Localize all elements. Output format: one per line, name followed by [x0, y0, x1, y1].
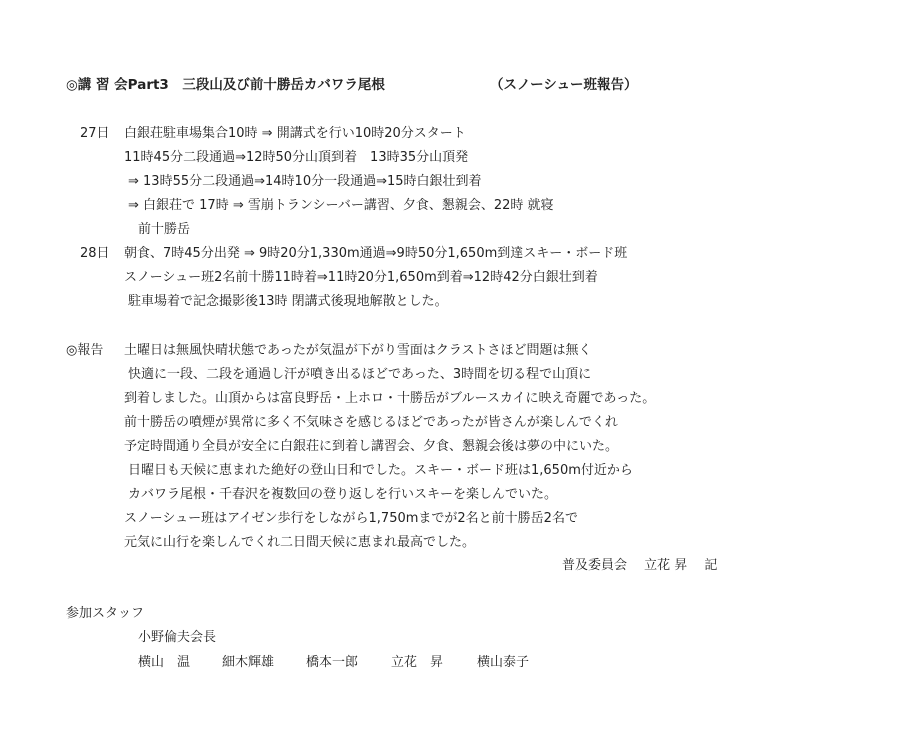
- report-signature: 普及委員会 立花 昇 記: [562, 558, 718, 573]
- staff-leader: 小野倫夫会長: [138, 630, 217, 645]
- day27-line-3: ⇒ 13時55分二段通過⇒14時10分一段通過⇒15時白銀壮到着: [128, 174, 482, 189]
- staff-member: 橋本一郎: [306, 655, 359, 670]
- report-line-1: 土曜日は無風快晴状態であったが気温が下がり雪面はクラストさほど問題は無く: [124, 343, 592, 358]
- day27-label: 27日: [80, 126, 110, 141]
- report-line-3: 到着しました。山頂からは富良野岳・上ホロ・十勝岳がブルースカイに映え奇麗であった。: [124, 391, 656, 406]
- report-line-5: 予定時間通り全員が安全に白銀荘に到着し講習会、夕食、懇親会後は夢の中にいた。: [124, 439, 619, 454]
- day27-line-5: 前十勝岳: [138, 222, 191, 237]
- doc-subtitle: （スノーシュー班報告）: [490, 77, 638, 93]
- day28-line-2: スノーシュー班2名前十勝11時着⇒11時20分1,650m到着⇒12時42分白銀壮到着: [124, 270, 598, 285]
- day27-line-2: 11時45分二段通過⇒12時50分山頂到着 13時35分山頂発: [124, 150, 469, 165]
- report-line-8: スノーシュー班はアイゼン歩行をしながら1,750mまでが2名と前十勝岳2名で: [124, 511, 578, 526]
- staff-member: 細木輝雄: [222, 655, 275, 670]
- staff-member: 横山泰子: [477, 655, 530, 670]
- staff-member: 立花 昇: [391, 655, 444, 670]
- day28-line-3: 駐車場着で記念撮影後13時 閉講式後現地解散とした。: [128, 294, 448, 309]
- day27-line-1: 白銀荘駐車場集合10時 ⇒ 開講式を行い10時20分スタート: [124, 126, 466, 141]
- report-label: ◎報告: [66, 343, 104, 358]
- report-line-9: 元気に山行を楽しんでくれ二日間天候に恵まれ最高でした。: [124, 535, 476, 550]
- report-line-6: 日曜日も天候に恵まれた絶好の登山日和でした。スキー・ボード班は1,650m付近から: [128, 463, 633, 478]
- staff-label: 参加スタッフ: [66, 606, 145, 621]
- report-line-2: 快適に一段、二段を通過し汗が噴き出るほどであった、3時間を切る程で山頂に: [128, 367, 592, 382]
- day27-line-4: ⇒ 白銀荘で 17時 ⇒ 雪崩トランシーバー講習、夕食、懇親会、22時 就寝: [128, 198, 554, 213]
- report-line-4: 前十勝岳の噴煙が異常に多く不気味さを感じるほどであったが皆さんが楽しんでくれ: [124, 415, 618, 430]
- day28-line-1: 朝食、7時45分出発 ⇒ 9時20分1,330m通過⇒9時50分1,650m到達スキー・ボード班: [124, 246, 628, 261]
- day28-label: 28日: [80, 246, 110, 261]
- doc-title: ◎講 習 会Part3 三段山及び前十勝岳カバワラ尾根: [66, 77, 385, 93]
- staff-member: 横山 温: [138, 655, 191, 670]
- report-line-7: カバワラ尾根・千春沢を複数回の登り返しを行いスキーを楽しんでいた。: [128, 487, 558, 502]
